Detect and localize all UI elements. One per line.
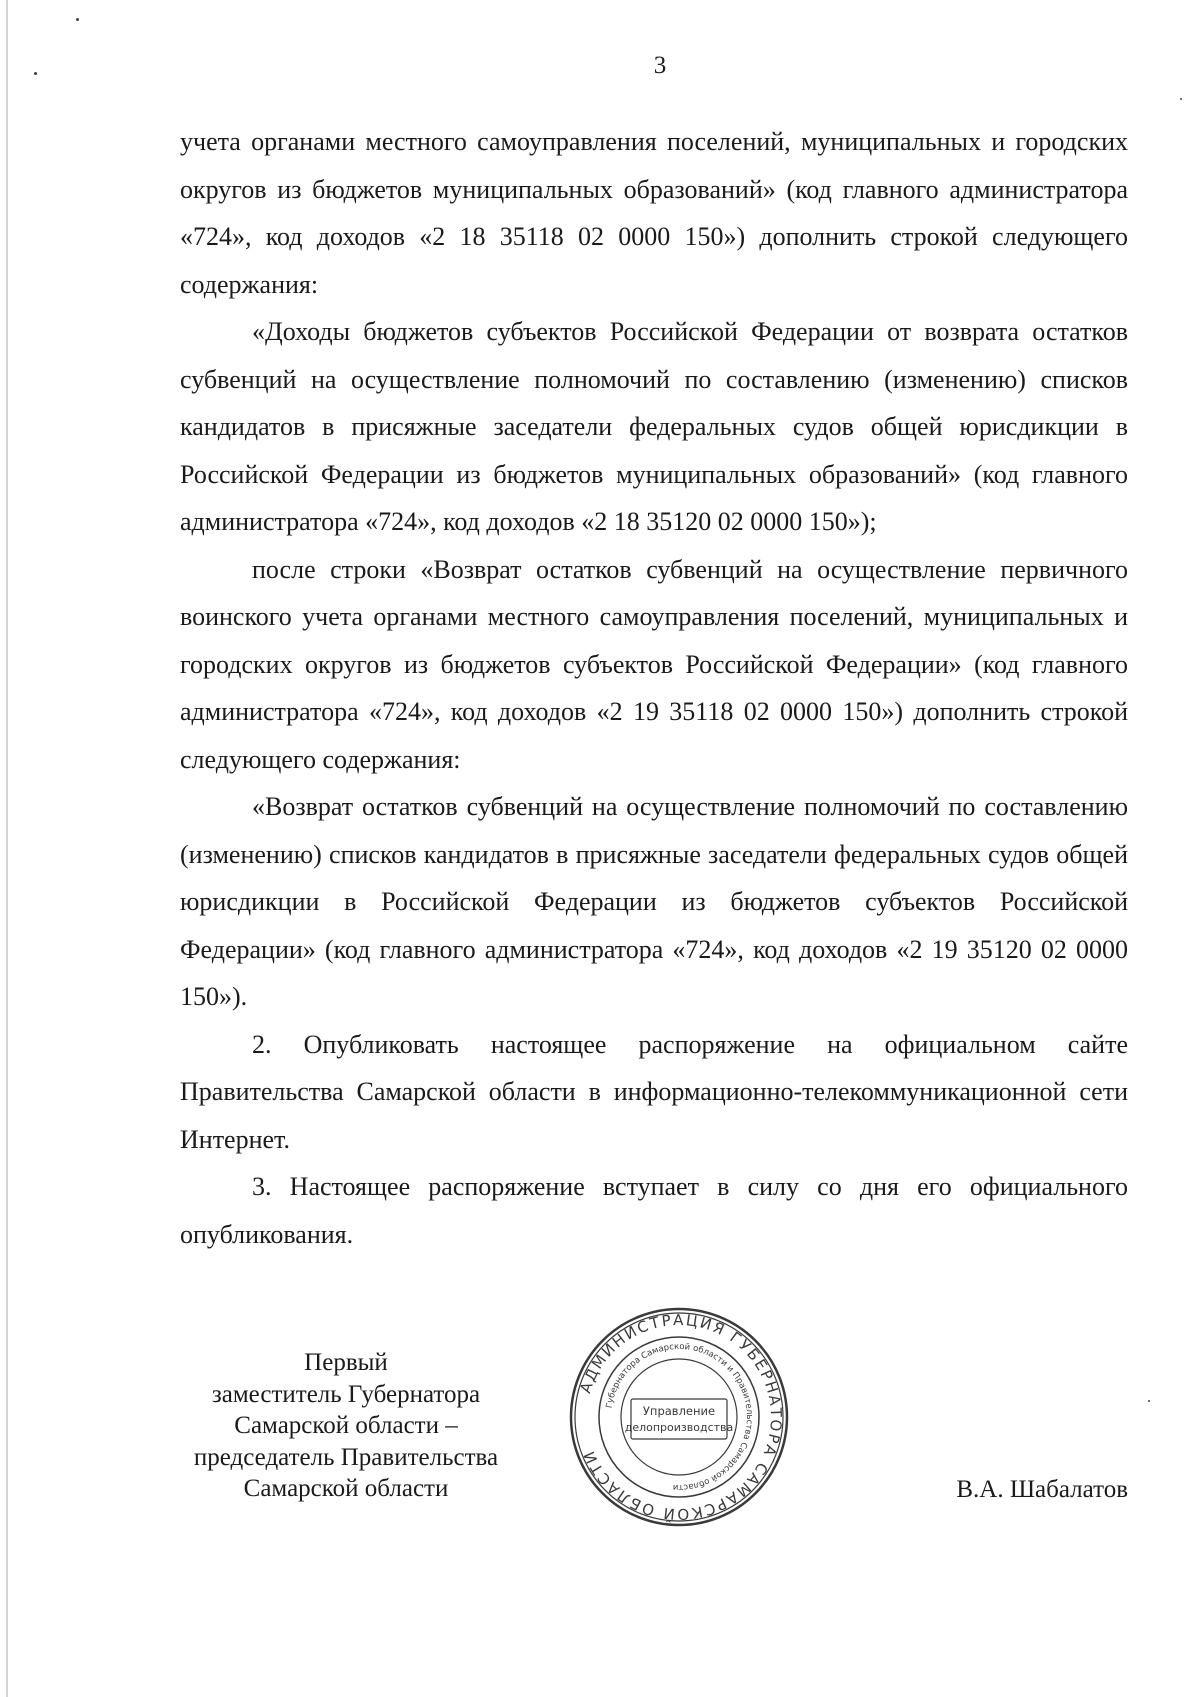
paragraph-item-2: 2. Опубликовать настоящее распоряжение на официальном сайте Правительства Самарской области в информационно-телекоммуникационной сети Интернет. bbox=[180, 1029, 1128, 1154]
stamp-inner-text: Губернатора Самарской области и Правительства Самарской области bbox=[604, 1341, 754, 1493]
scan-speck bbox=[34, 72, 37, 75]
signatory-title-line: Самарской области bbox=[243, 1475, 449, 1502]
paragraph-return-insert: «Возврат остатков субвенций на осуществление полномочий по составлению (изменению) списков кандидатов в присяжные заседатели федеральных судов общей юрисдикции в Российской Федерации из бюджетов субъектов Российской Федерации» (код главного администратора «724», код доходов «2 19 35120 02 0000 150»). bbox=[180, 792, 1128, 1011]
stamp-center-line-1: Управление bbox=[642, 1404, 716, 1418]
page-number: 3 bbox=[653, 52, 667, 79]
official-stamp bbox=[567, 1305, 791, 1529]
scan-speck bbox=[1180, 98, 1182, 100]
scan-speck bbox=[1148, 1400, 1150, 1402]
stamp-outer-text: АДМИНИСТРАЦИЯ ГУБЕРНАТОРА САМАРСКОЙ ОБЛАСТИ bbox=[576, 1310, 786, 1524]
page-edge-shadow bbox=[6, 0, 8, 1697]
signer-name: В.А. Шабалатов bbox=[956, 1476, 1128, 1503]
signatory-title-line: председатель Правительства bbox=[193, 1443, 499, 1471]
signatory-title-line: Первый bbox=[304, 1349, 388, 1376]
stamp-center-line-2: делопроизводства bbox=[624, 1421, 734, 1434]
signatory-title bbox=[160, 1347, 532, 1505]
paragraph-after-row: после строки «Возврат остатков субвенций на осуществление первичного воинского учета органами местного самоуправления поселений, муниципальных и городских округов из бюджетов субъектов Российской Федерации» (код главного администратора «724», код доходов «2 19 35118 02 0000 150») дополнить строкой следующего содержания: bbox=[180, 554, 1128, 774]
signatory-title-line: Самарской области – bbox=[234, 1412, 458, 1439]
paragraph-continuation: учета органами местного самоуправления поселений, муниципальных и городских округов из бюджетов муниципальных образований» (код главного администратора «724», код доходов «2 18 35118 02 0000 150») дополнить строкой следующего содержания: bbox=[180, 127, 1128, 299]
scan-speck bbox=[76, 18, 79, 21]
paragraph-income-insert: «Доходы бюджетов субъектов Российской Федерации от возврата остатков субвенций на осуществление полномочий по составлению (изменению) списков кандидатов в присяжные заседатели федеральных судов общей юрисдикции в Российской Федерации из бюджетов муниципальных образований» (код главного администратора «724», код доходов «2 18 35120 02 0000 150»); bbox=[180, 317, 1128, 536]
document-body bbox=[180, 118, 1128, 1258]
signatory-title-line: заместитель Губернатора bbox=[211, 1380, 481, 1408]
paragraph-item-3: 3. Настоящее распоряжение вступает в силу со дня его официального опубликования. bbox=[180, 1172, 1128, 1249]
